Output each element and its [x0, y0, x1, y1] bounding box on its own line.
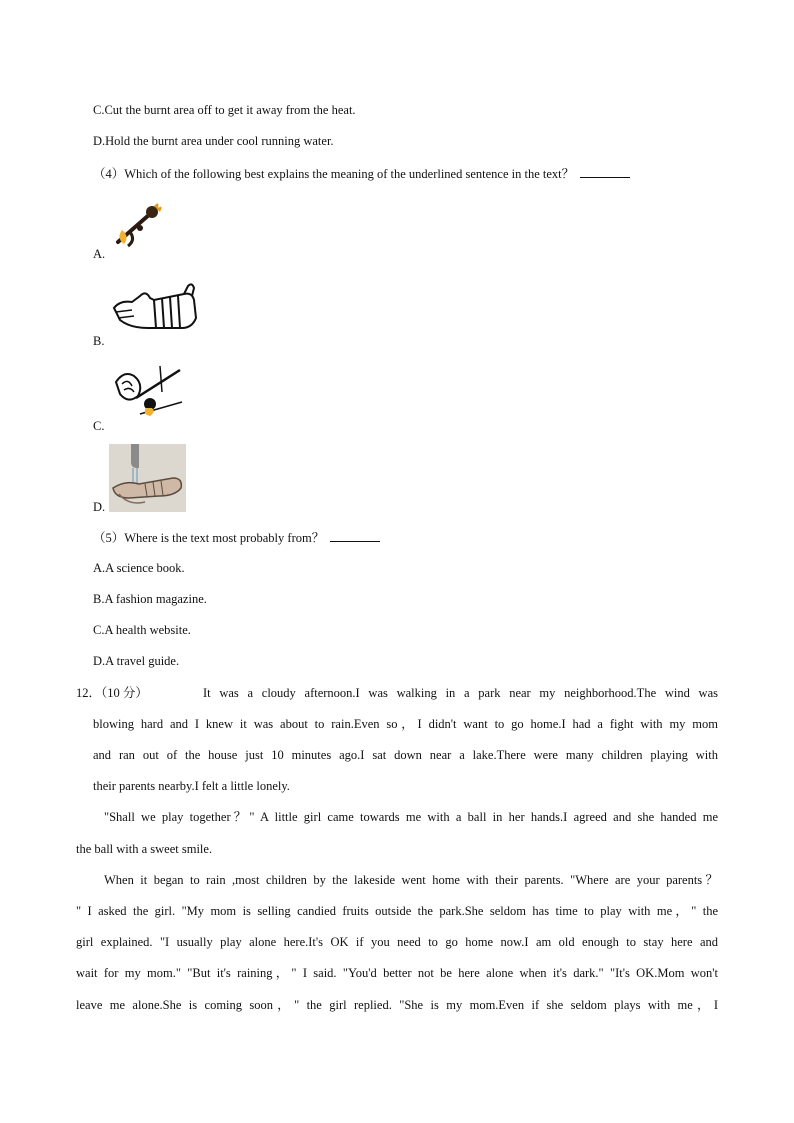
bandaged-hand-icon	[110, 278, 200, 336]
q5-option-a: A.A science book.	[93, 561, 185, 575]
q4-stem: （4）Which of the following best explains the meaning of the underlined sentence in the text？	[93, 167, 575, 181]
hand-under-water-photo-icon	[109, 444, 186, 512]
q5-question	[93, 529, 380, 546]
q5-option-d: D.A travel guide.	[93, 654, 180, 668]
answer-blank	[330, 529, 380, 542]
q4-question	[93, 165, 630, 182]
passage-line: leave me alone.She is coming soon，" the girl replied. "She is my mom.Even if she seldom plays with me，I	[76, 998, 718, 1012]
q4-option-a-label: A.	[93, 247, 106, 261]
passage-line: the ball with a sweet smile.	[76, 842, 213, 856]
passage-line: and ran out of the house just 10 minutes ago.I sat down near a lake.There were many children playing with	[93, 748, 718, 762]
passage-line: It was a cloudy afternoon.I was walking in a park near my neighborhood.The wind was	[203, 686, 718, 700]
passage-line: " I asked the girl. "My mom is selling candied fruits outside the park.She seldom has time to play with me，" the	[76, 904, 718, 918]
burning-match-icon	[110, 200, 170, 250]
passage-line: blowing hard and I knew it was about to rain.Even so，I didn't want to go home.I had a fight with my mom	[93, 717, 718, 731]
q5-stem: （5）Where is the text most probably from？	[93, 531, 325, 545]
q12-number: 12．（10 分）	[76, 686, 148, 700]
passage-line: their parents nearby.I felt a little lonely.	[93, 779, 290, 793]
passage-line: "Shall we play together？" A little girl came towards me with a ball in her hands.I agreed and she handed me	[104, 810, 718, 824]
q3-option-d: D.Hold the burnt area under cool running water.	[93, 134, 334, 148]
passage-line: When it began to rain ,most children by the lakeside went home with their parents. "Where are your parents？	[104, 873, 718, 887]
q5-option-c: C.A health website.	[93, 623, 191, 637]
burning-match-sketch-icon	[110, 364, 186, 422]
q4-option-d-label: D.	[93, 500, 106, 514]
q4-option-c-label: C.	[93, 419, 105, 433]
passage-line: girl explained. "I usually play alone here.It's OK if you need to go home now.I am old enough to stay here and	[76, 935, 718, 949]
passage-line: wait for my mom." "But it's raining，" I said. "You'd better not be here alone when it's dark." "It's OK.Mom won't	[76, 966, 718, 980]
answer-blank	[580, 165, 630, 178]
q5-option-b: B.A fashion magazine.	[93, 592, 207, 606]
q4-option-b-label: B.	[93, 334, 105, 348]
q3-option-c: C.Cut the burnt area off to get it away from the heat.	[93, 103, 356, 117]
